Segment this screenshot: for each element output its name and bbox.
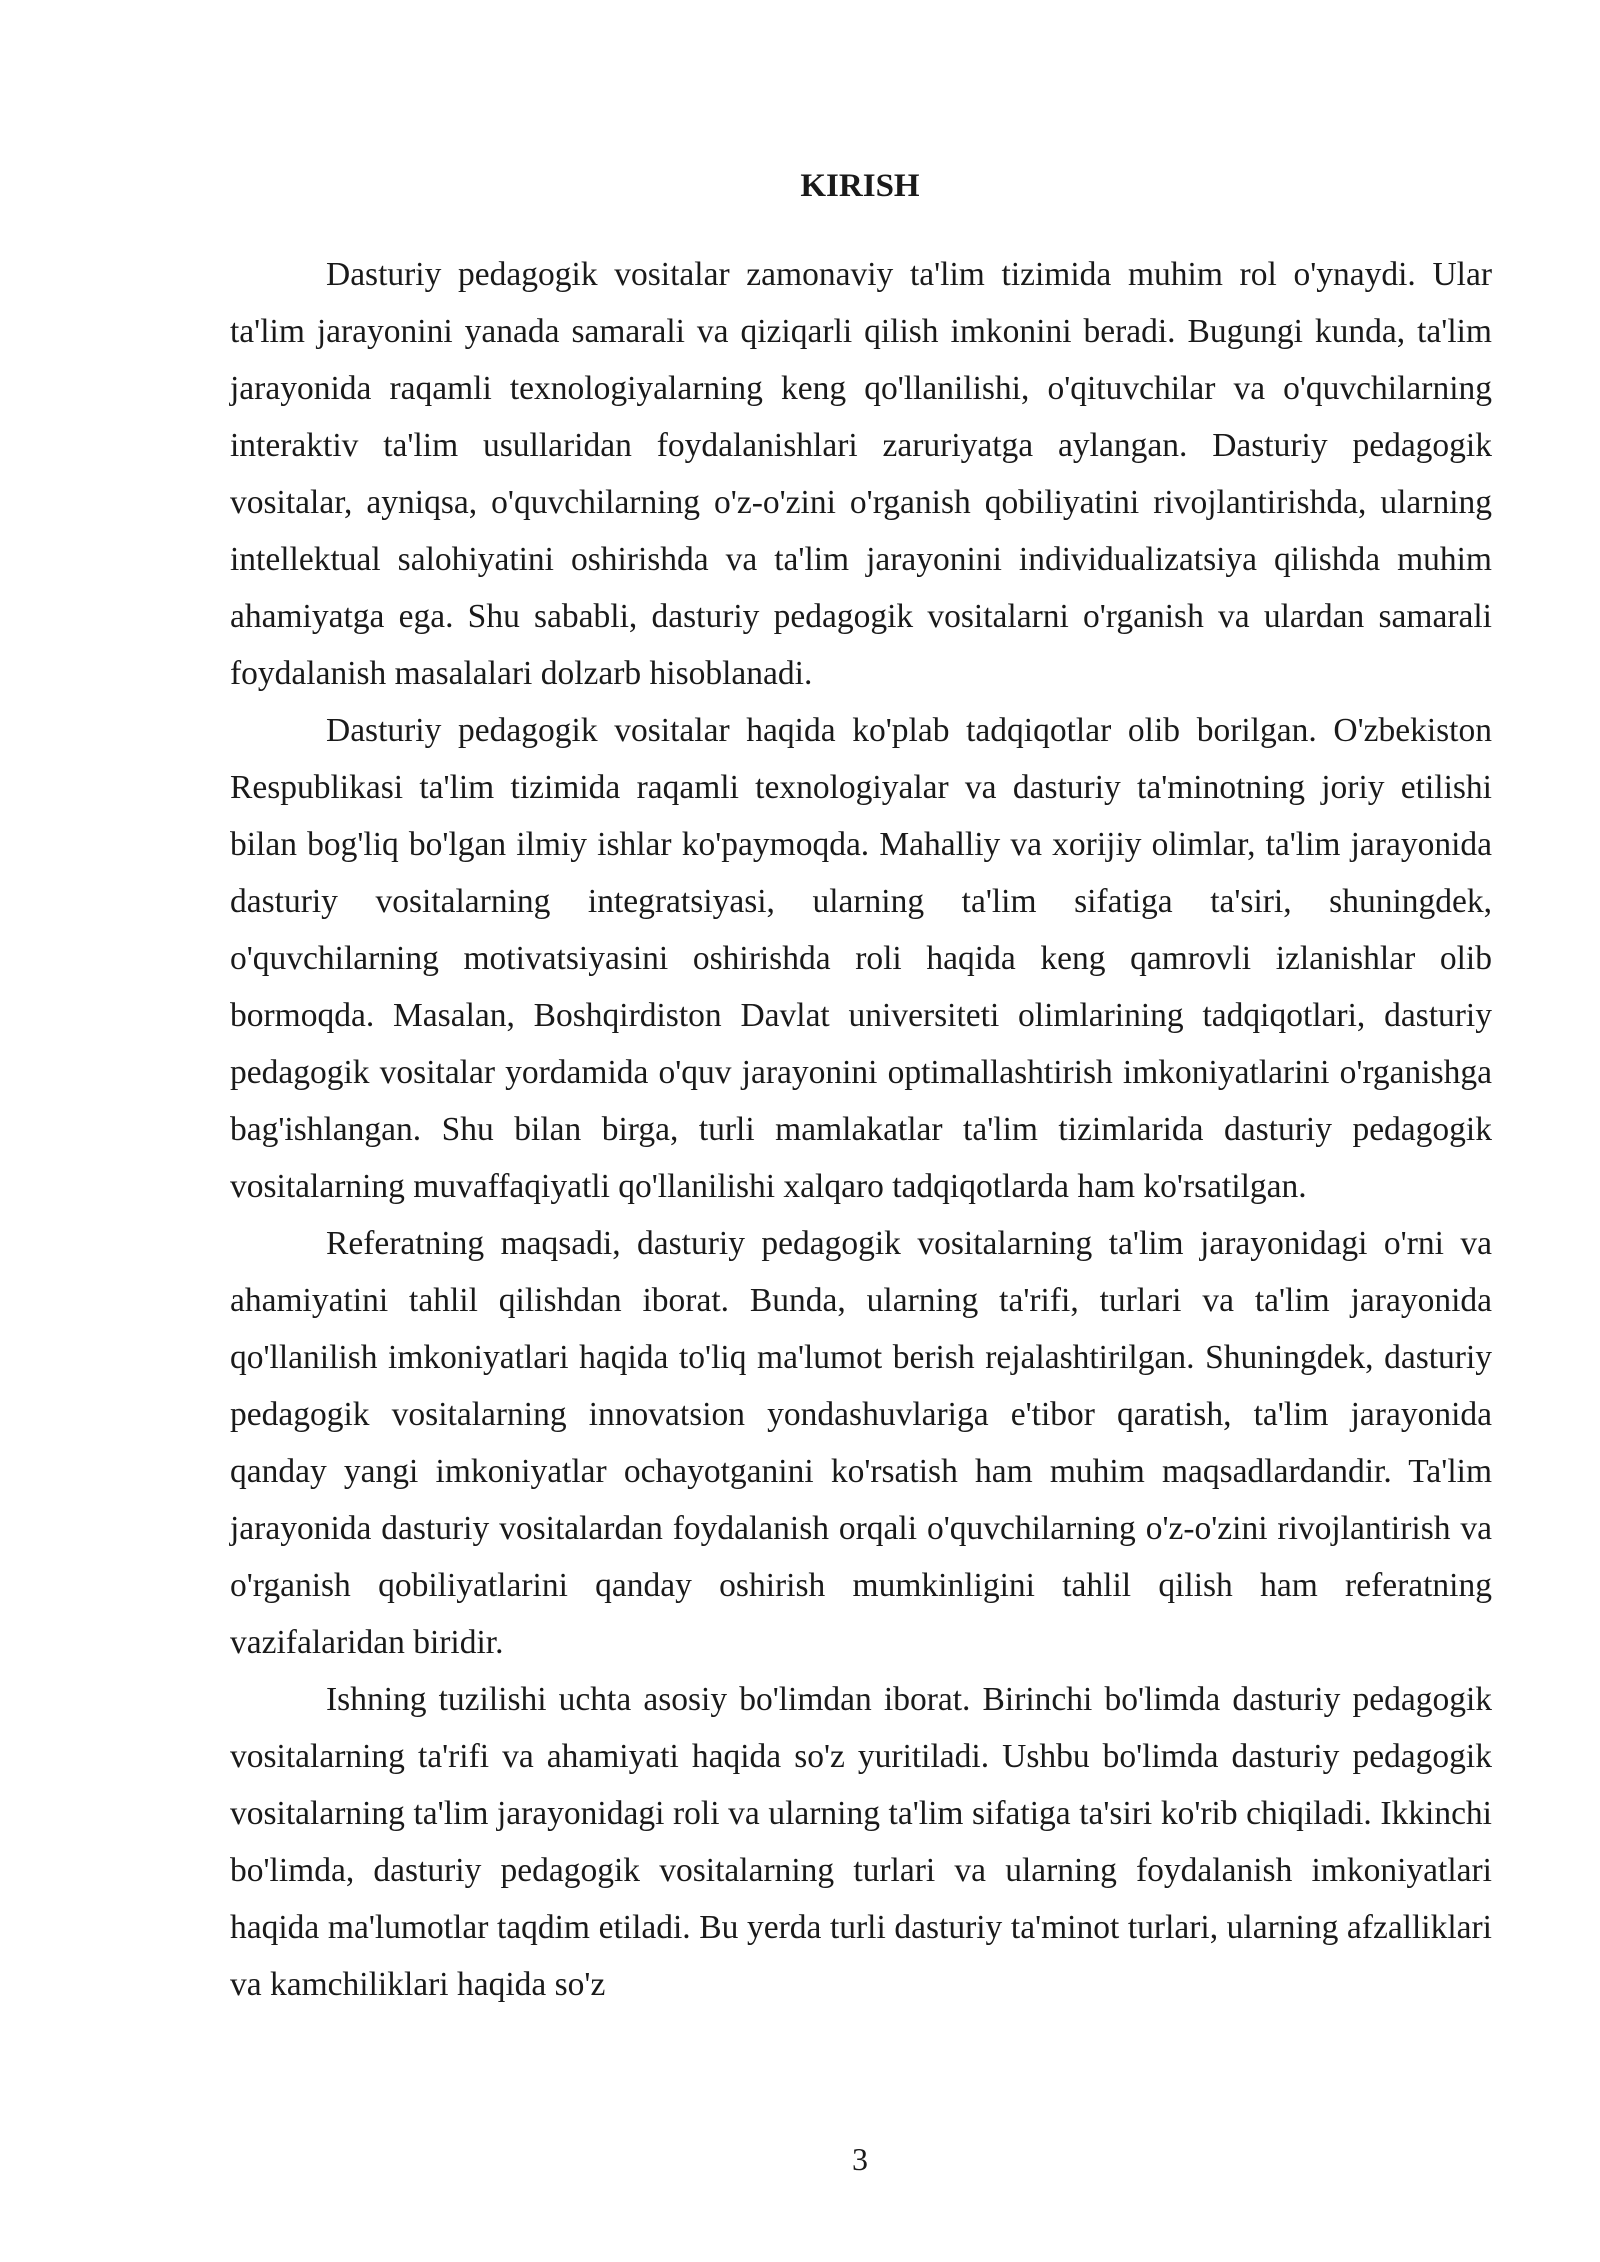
paragraph-1: Dasturiy pedagogik vositalar zamonaviy ta'lim tizimida muhim rol o'ynaydi. Ular ta'lim jarayonini yanada samarali va qiziqarli qilish imkonini beradi. Bugungi kunda, ta'lim jarayonida raqamli texnologiyalarning keng qo'llanilishi, o'qituvchilar va o'quvchilarning interaktiv ta'lim usullaridan foydalanishlari zaruriyatga aylangan. Dasturiy pedagogik vositalar, ayniqsa, o'quvchilarning o'z-o'zini o'rganish qobiliyatini rivojlantirishda, ularning intellektual salohiyatini oshirishda va ta'lim jarayonini individualizatsiya qilishda muhim ahamiyatga ega. Shu sababli, dasturiy pedagogik vositalarni o'rganish va ulardan samarali foydalanish masalalari dolzarb hisoblanadi. — [230, 256, 1492, 692]
section-title: KIRISH — [800, 168, 920, 204]
page-number: 3 — [852, 2141, 868, 2177]
paragraph-4: Ishning tuzilishi uchta asosiy bo'limdan iborat. Birinchi bo'limda dasturiy pedagogik vositalarning ta'rifi va ahamiyati haqida so'z yuritiladi. Ushbu bo'limda dasturiy pedagogik vositalarning ta'lim jarayonidagi roli va ularning ta'lim sifatiga ta'siri ko'rib chiqiladi. Ikkinchi bo'limda, dasturiy pedagogik vositalarning turlari va ularning foydalanish imkoniyatlari haqida ma'lumotlar taqdim etiladi. Bu yerda turli dasturiy ta'minot turlari, ularning afzalliklari va kamchiliklari haqida so'z — [230, 1681, 1492, 2003]
paragraph-2: Dasturiy pedagogik vositalar haqida ko'plab tadqiqotlar olib borilgan. O'zbekiston Respublikasi ta'lim tizimida raqamli texnologiyalar va dasturiy ta'minotning joriy etilishi bilan bog'liq bo'lgan ilmiy ishlar ko'paymoqda. Mahalliy va xorijiy olimlar, ta'lim jarayonida dasturiy vositalarning integratsiyasi, ularning ta'lim sifatiga ta'siri, shuningdek, o'quvchilarning motivatsiyasini oshirishda roli haqida keng qamrovli izlanishlar olib bormoqda. Masalan, Boshqirdiston Davlat universiteti olimlarining tadqiqotlari, dasturiy pedagogik vositalar yordamida o'quv jarayonini optimallashtirish imkoniyatlarini o'rganishga bag'ishlangan. Shu bilan birga, turli mamlakatlar ta'lim tizimlarida dasturiy pedagogik vositalarning muvaffaqiyatli qo'llanilishi xalqaro tadqiqotlarda ham ko'rsatilgan. — [230, 712, 1492, 1205]
paragraph-3: Referatning maqsadi, dasturiy pedagogik vositalarning ta'lim jarayonidagi o'rni va ahamiyatini tahlil qilishdan iborat. Bunda, ularning ta'rifi, turlari va ta'lim jarayonida qo'llanilish imkoniyatlari haqida to'liq ma'lumot berish rejalashtirilgan. Shuningdek, dasturiy pedagogik vositalarning innovatsion yondashuvlariga e'tibor qaratish, ta'lim jarayonida qanday yangi imkoniyatlar ochayotganini ko'rsatish ham muhim maqsadlardandir. Ta'lim jarayonida dasturiy vositalardan foydalanish orqali o'quvchilarning o'z-o'zini rivojlantirish va o'rganish qobiliyatlarini qanday oshirish mumkinligini tahlil qilish ham referatning vazifalaridan biridir. — [230, 1225, 1492, 1661]
body-text — [230, 246, 1492, 2013]
